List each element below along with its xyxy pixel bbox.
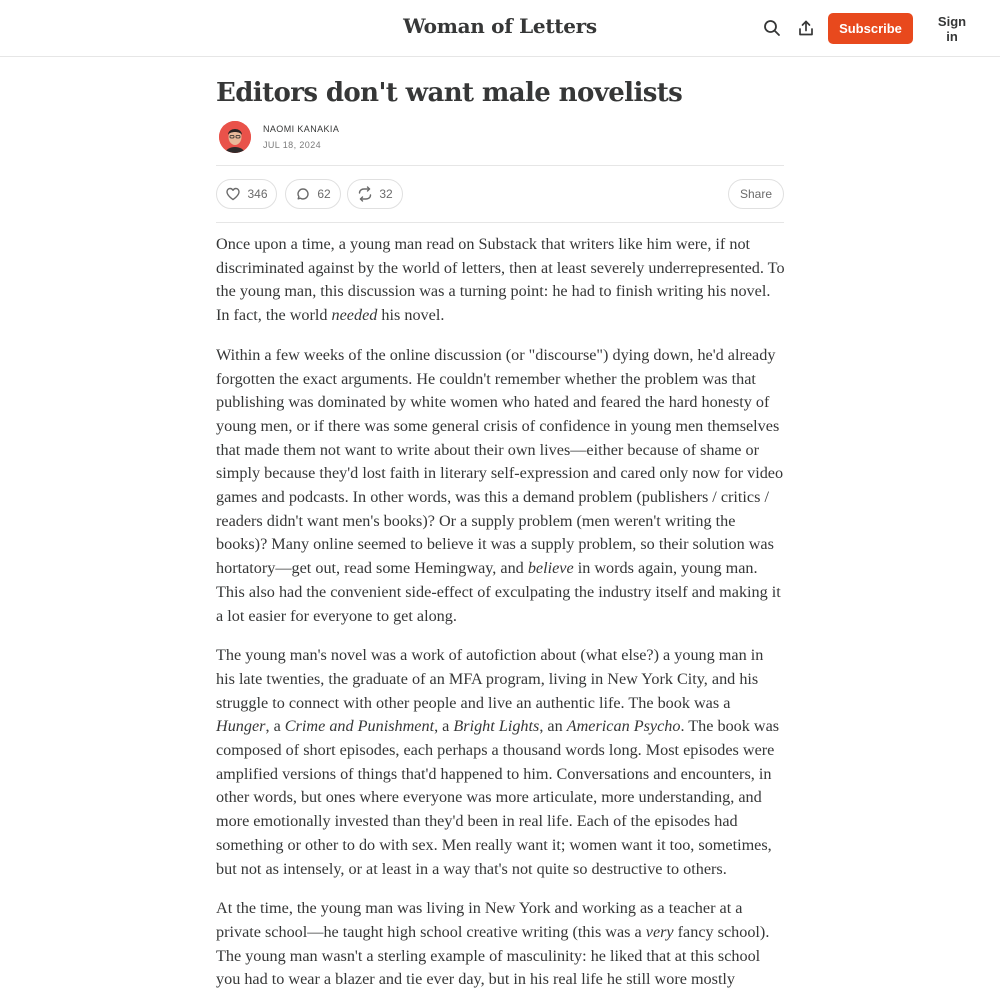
- emphasis: believe: [527, 559, 574, 578]
- text-run: At the time, the young man was living in New York and working as a teacher at a private school—he taught high school creative writing (this was a: [216, 899, 743, 941]
- text-run: . The book was composed of short episodes, each perhaps a thousand words long. Most episodes were amplified versions of things that'd happened to him. Conversations and encounters, in other words, but ones where everyone was more articulate, more understanding, and more emotionally invested than they'd been in real life. Each of the episodes had something or other to do with sex. Men really want it; women want it too, sometimes, but not as intensely, or at least in a way that's not quite so destructive to others.: [216, 717, 780, 878]
- post-date: JUL 18, 2024: [263, 140, 322, 150]
- emphasis: Bright Lights: [453, 717, 540, 736]
- emphasis: Hunger: [216, 717, 266, 736]
- search-icon[interactable]: [760, 16, 784, 40]
- restack-icon: [357, 186, 373, 202]
- divider-top: [216, 165, 784, 166]
- top-navigation-bar: [0, 0, 1000, 57]
- paragraph-1: [216, 233, 786, 328]
- divider-bottom: [216, 222, 784, 223]
- paragraph-3: [216, 644, 786, 881]
- comment-icon: [295, 186, 311, 202]
- comment-count: 62: [317, 187, 331, 201]
- text-run: , a: [434, 717, 454, 736]
- like-button[interactable]: [216, 179, 277, 209]
- sign-in-button[interactable]: Sign in: [925, 13, 979, 44]
- paragraph-4: [216, 897, 786, 992]
- author-avatar[interactable]: [219, 121, 251, 153]
- restack-button[interactable]: [347, 179, 403, 209]
- share-icon[interactable]: [794, 16, 818, 40]
- like-count: 346: [247, 187, 268, 201]
- paragraph-2: [216, 344, 786, 628]
- post-title: Editors don't want male novelists: [216, 78, 683, 108]
- comment-button[interactable]: [285, 179, 341, 209]
- share-label: Share: [739, 187, 773, 201]
- emphasis: American Psycho: [566, 717, 681, 736]
- text-run: Once upon a time, a young man read on Substack that writers like him were, if not discriminated against by the world of letters, then at least severely underrepresented. To the young man, this discussion was a turning point: he had to finish writing his novel. In fact, the world: [216, 235, 785, 325]
- text-run: his novel.: [377, 306, 445, 325]
- text-run: , an: [539, 717, 567, 736]
- author-name[interactable]: NAOMI KANAKIA: [263, 124, 340, 134]
- subscribe-button[interactable]: Subscribe: [828, 13, 913, 44]
- emphasis: needed: [331, 306, 378, 325]
- post-body: [216, 233, 786, 1008]
- text-run: fancy school). The young man wasn't a sterling example of masculinity: he liked that at this school you had to wear a blazer and tie ever day, but in his real life he still wore mostly: [216, 922, 770, 989]
- publication-title[interactable]: Woman of Letters: [403, 14, 597, 38]
- heart-icon: [225, 186, 241, 202]
- share-button[interactable]: [728, 179, 784, 209]
- emphasis: Crime and Punishment: [284, 717, 435, 736]
- emphasis: very: [645, 922, 674, 941]
- restack-count: 32: [379, 187, 393, 201]
- text-run: in words again, young man. This also had the convenient side-effect of exculpating the industry itself and making it a lot easier for everyone to get along.: [216, 559, 781, 625]
- text-run: , a: [265, 717, 285, 736]
- text-run: The young man's novel was a work of autofiction about (what else?) a young man in his late twenties, the graduate of an MFA program, living in New York City, and his struggle to connect with other people and live an authentic life. The book was a: [216, 646, 764, 712]
- text-run: Within a few weeks of the online discussion (or "discourse") dying down, he'd already forgotten the exact arguments. He couldn't remember whether the problem was that publishing was dominated by white women who hated and feared the hard honesty of young men, or if there was some general crisis of confidence in young men themselves that made them not want to write about their own lives—either because of shame or simply because they'd lost faith in literary self-expression and cared only now for video games and podcasts. In other words, was this a demand problem (publishers / critics / readers didn't want men's books)? Or a supply problem (men weren't writing the books)? Many online seemed to believe it was a supply problem, so their solution was hortatory—get out, read some Hemingway, and: [216, 345, 784, 578]
